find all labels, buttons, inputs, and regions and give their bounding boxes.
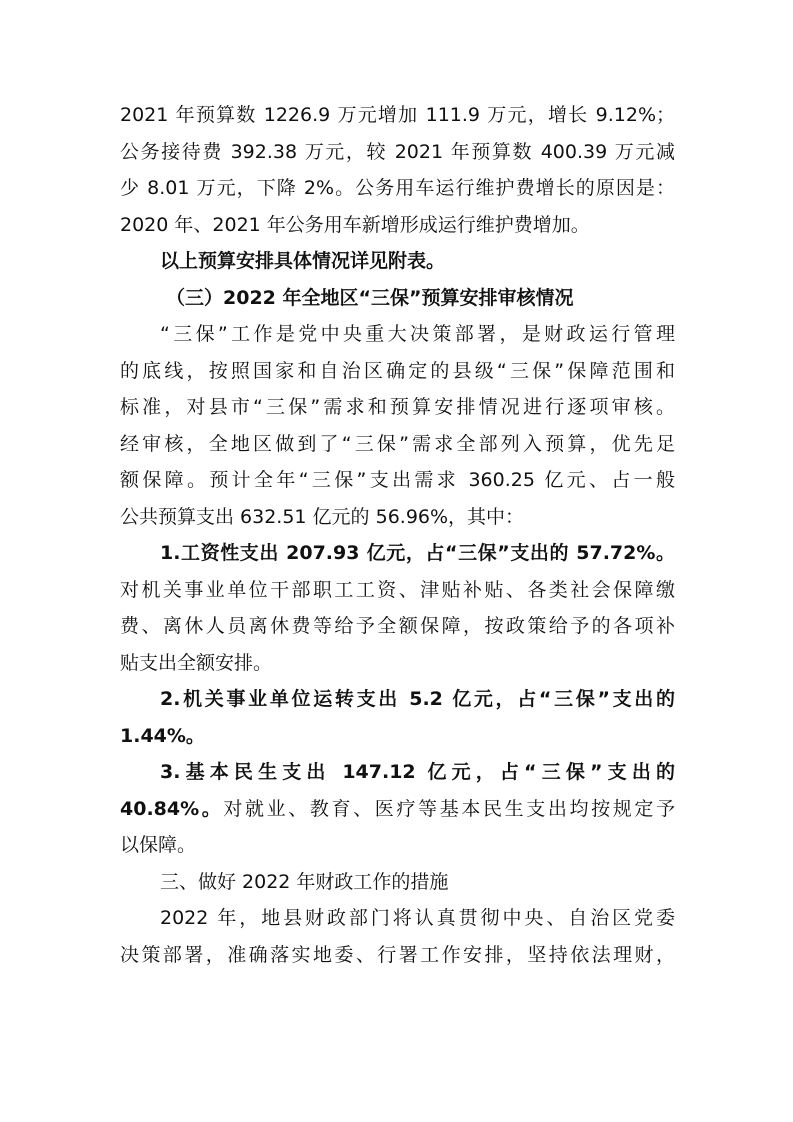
bold-text-line: 1.44%。: [120, 724, 205, 747]
text-line: 贴支出全额安排。: [120, 651, 273, 674]
text-line: 2022 年，地县财政部门将认真贯彻中央、自治区党委: [160, 907, 675, 929]
paragraph-three-guarantees-overview: [120, 316, 675, 535]
bold-text-line: 3.基本民生支出 147.12 亿元，占“三保”支出的: [160, 761, 675, 783]
heading-text: （三）2022 年全地区“三保”预算安排审核情况: [166, 286, 574, 309]
paragraph-measures-intro: [120, 900, 675, 973]
text-line: 2021 年预算数 1226.9 万元增加 111.9 万元，增长 9.12%；: [120, 104, 675, 126]
text-line: 经审核，全地区做到了“三保”需求全部列入预算，优先足: [120, 432, 675, 455]
text-line: 额保障。预计全年“三保”支出需求 360.25 亿元、占一般: [120, 469, 675, 491]
text-line: 标准，对县市“三保”需求和预算安排情况进行逐项审核。: [120, 396, 675, 418]
paragraph-livelihood-expenditure: [120, 754, 675, 864]
paragraph-operating-expenditure: [120, 681, 675, 754]
text-line: 以保障。: [120, 834, 197, 856]
bold-text-line: 2.机关事业单位运转支出 5.2 亿元，占“三保”支出的: [160, 688, 675, 710]
text-line: 公务接待费 392.38 万元，较 2021 年预算数 400.39 万元减: [120, 140, 675, 163]
text-line: 公共预算支出 632.51 亿元的 56.96%，其中：: [120, 505, 525, 528]
text-line: 2020 年、2021 年公务用车新增形成运行维护费增加。: [120, 213, 590, 236]
bold-text-fragment: 40.84%。: [120, 797, 224, 820]
section-heading-three-guarantees: [120, 280, 675, 317]
mixed-text-line: [120, 791, 675, 828]
bold-text-line: 1.工资性支出 207.93 亿元，占“三保”支出的 57.72%。: [160, 542, 675, 564]
text-line: 费、离休人员离休费等给予全额保障，按政策给予的各项补: [120, 615, 675, 637]
document-body: [120, 97, 675, 973]
paragraph-salary-expenditure: [120, 535, 675, 681]
text-line: 的底线，按照国家和自治区确定的县级“三保”保障范围和: [120, 359, 675, 382]
text-line: 以上预算安排具体情况详见附表。: [160, 250, 446, 272]
section-heading-measures: [120, 864, 675, 901]
text-line: 少 8.01 万元，下降 2%。公务用车运行维护费增长的原因是：: [120, 177, 675, 199]
paragraph-see-attachment: [120, 243, 675, 280]
paragraph-budget-reception: [120, 97, 675, 243]
text-line: 决策部署，准确落实地委、行署工作安排，坚持依法理财，: [120, 943, 675, 966]
text-line: 对机关事业单位干部职工工资、津贴补贴、各类社会保障缴: [120, 578, 675, 601]
text-line: “三保”工作是党中央重大决策部署，是财政运行管理: [160, 323, 675, 345]
heading-text: 三、做好 2022 年财政工作的措施: [160, 870, 449, 893]
text-fragment: 对就业、教育、医疗等基本民生支出均按规定予: [223, 797, 675, 820]
